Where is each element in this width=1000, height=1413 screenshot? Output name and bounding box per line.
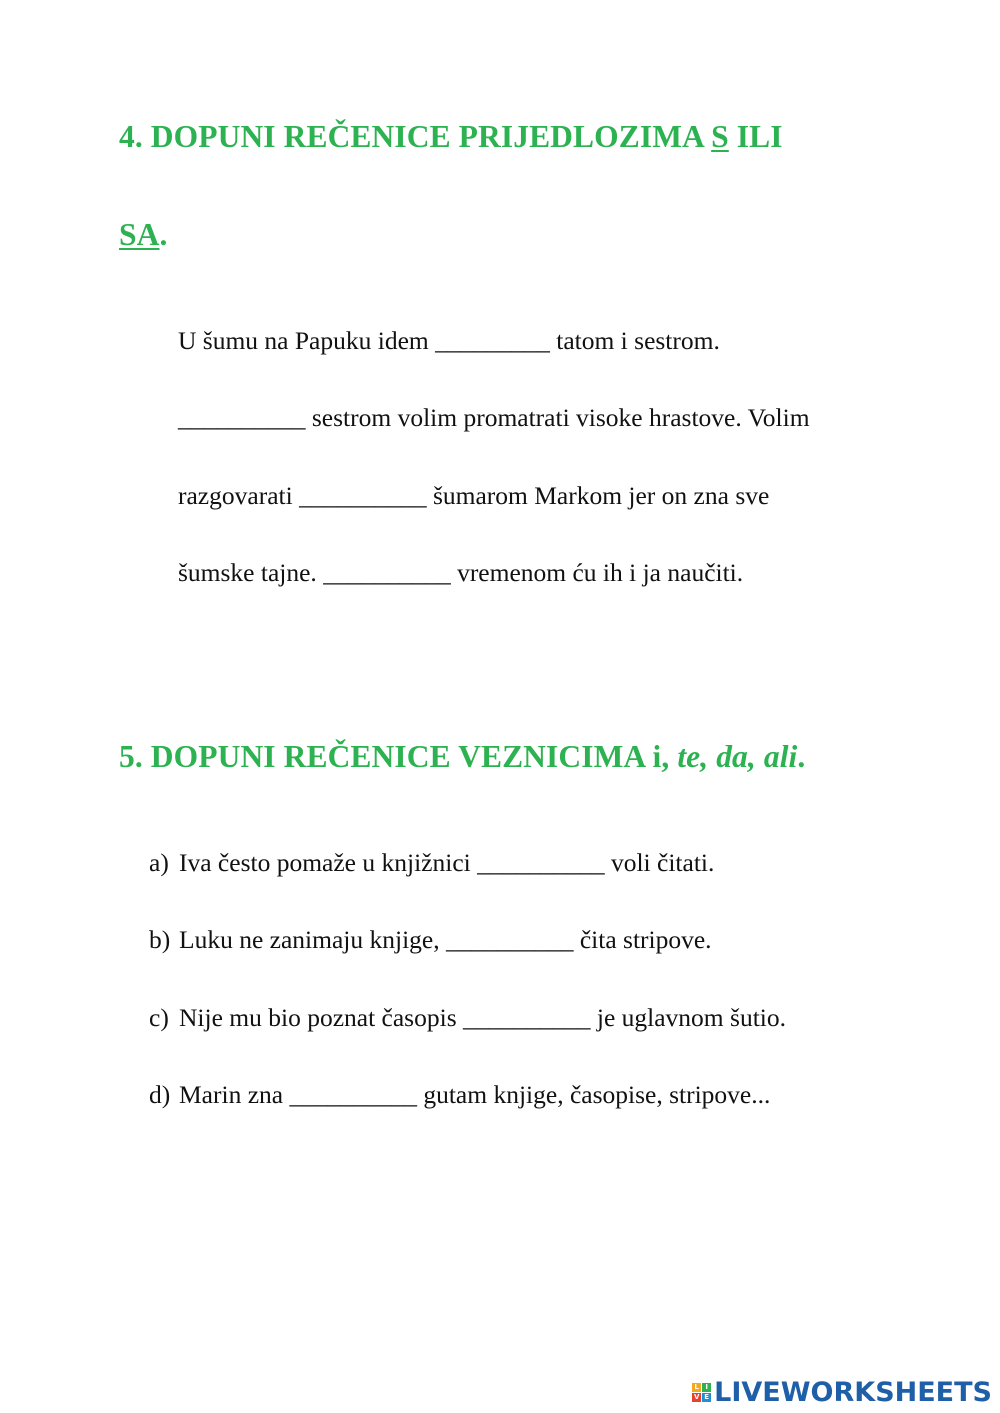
line-text-before: razgovarati bbox=[178, 481, 300, 510]
preposition-sa: SA bbox=[119, 217, 160, 252]
blank-field[interactable]: __________ bbox=[477, 848, 605, 877]
item-text-before: Luku ne zanimaju knjige, bbox=[179, 925, 446, 954]
item-text-before: Nije mu bio poznat časopis bbox=[179, 1003, 463, 1032]
line-text-after: šumarom Markom jer on zna sve bbox=[426, 481, 770, 510]
logo-mark-icon bbox=[692, 1383, 711, 1402]
logo-tile-i: I bbox=[702, 1383, 711, 1392]
section-4-heading-line-1 bbox=[119, 119, 783, 155]
item-text-before: Iva često pomaže u knjižnici bbox=[179, 848, 478, 877]
list-marker: a) bbox=[149, 848, 169, 877]
line-text-after: vremenom ću ih i ja naučiti. bbox=[450, 558, 744, 587]
section-4-heading-ili: ILI bbox=[728, 119, 783, 154]
blank-field[interactable]: __________ bbox=[289, 1080, 417, 1109]
item-text-after: voli čitati. bbox=[604, 848, 715, 877]
logo-tile-v: V bbox=[693, 1392, 700, 1401]
list-item bbox=[149, 1080, 770, 1110]
paragraph-line bbox=[178, 326, 720, 356]
logo-tile-e: E bbox=[702, 1393, 711, 1402]
prepositon-s: S bbox=[711, 119, 729, 154]
list-marker: c) bbox=[149, 1003, 169, 1032]
paragraph-line bbox=[178, 481, 769, 511]
blank-field[interactable]: __________ bbox=[445, 925, 574, 954]
line-text-before: šumske tajne. bbox=[178, 558, 324, 587]
line-text-before: U šumu na Papuku idem bbox=[178, 326, 436, 355]
blank-field[interactable]: __________ bbox=[323, 558, 451, 587]
paragraph-line bbox=[178, 403, 810, 433]
line-text-after: tatom i sestrom. bbox=[549, 326, 720, 355]
section-5-heading-text: 5. DOPUNI REČENICE VEZNICIMA i, bbox=[119, 739, 678, 774]
list-item bbox=[149, 848, 714, 878]
logo-tile-l: L bbox=[692, 1383, 701, 1392]
section-4-heading-text: 4. DOPUNI REČENICE PRIJEDLOZIMA bbox=[119, 119, 712, 154]
blank-field[interactable]: __________ bbox=[299, 481, 427, 510]
section-4-heading-line-2 bbox=[119, 217, 167, 253]
item-text-before: Marin zna bbox=[179, 1080, 290, 1109]
line-text-after: sestrom volim promatrati visoke hrastove. Volim bbox=[305, 403, 810, 432]
liveworksheets-logo[interactable] bbox=[692, 1375, 992, 1409]
blank-field[interactable]: _________ bbox=[435, 326, 550, 355]
section-5-heading-conjunctions: te, da, ali bbox=[677, 739, 798, 774]
blank-field[interactable]: __________ bbox=[178, 403, 306, 432]
list-item bbox=[149, 1003, 786, 1033]
list-marker: d) bbox=[149, 1080, 171, 1109]
section-5-heading bbox=[119, 739, 805, 775]
item-text-after: gutam knjige, časopise, stripove... bbox=[416, 1080, 771, 1109]
item-text-after: čita stripove. bbox=[573, 925, 712, 954]
logo-text: LIVEWORKSHEETS bbox=[714, 1376, 992, 1408]
section-5-heading-period: . bbox=[797, 739, 806, 774]
list-item bbox=[149, 925, 712, 955]
list-marker: b) bbox=[149, 925, 171, 954]
item-text-after: je uglavnom šutio. bbox=[590, 1003, 786, 1032]
section-4-heading-period: . bbox=[159, 217, 168, 252]
paragraph-line bbox=[178, 558, 743, 588]
blank-field[interactable]: __________ bbox=[463, 1003, 591, 1032]
